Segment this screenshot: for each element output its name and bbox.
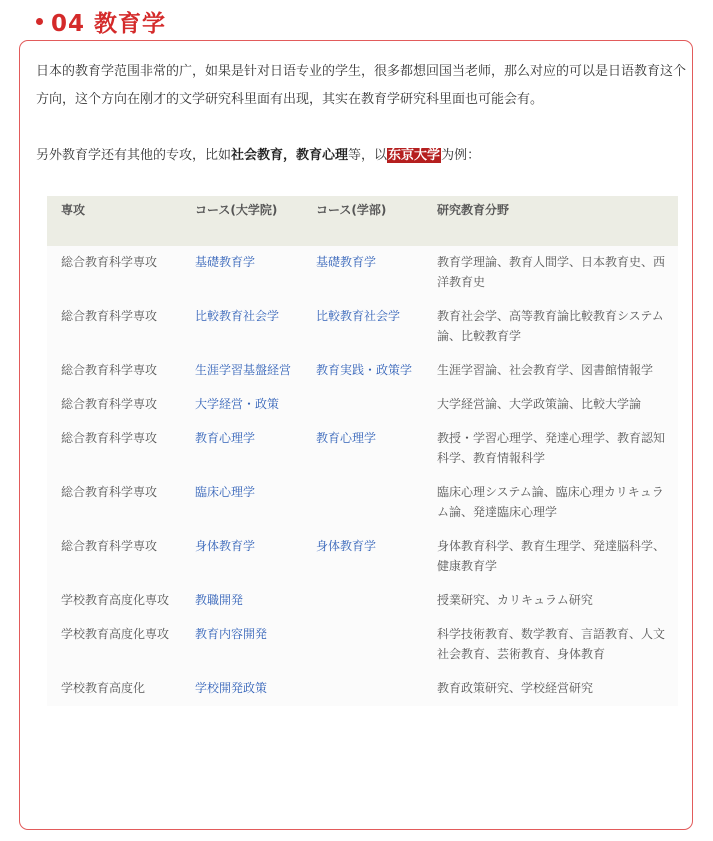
cell-grad-course-link[interactable]: 教育内容開発 xyxy=(195,627,268,641)
cell-grad-course-link[interactable]: 基礎教育学 xyxy=(195,255,256,269)
cell-field: 臨床心理システム論、臨床心理カリキュラム論、発達臨床心理学 xyxy=(437,485,664,519)
table-row xyxy=(47,584,678,618)
p2-bold-text: 社会教育，教育心理 xyxy=(231,148,349,163)
cell-undergrad-course-link[interactable]: 比較教育社会学 xyxy=(316,309,401,323)
intro-paragraph-1: 日本的教育学范围非常的广，如果是针对日语专业的学生，很多都想回国当老师，那么对应的可以是日语教育这个方向，这个方向在刚才的文学研究科里面有出现，其实在教育学研究科里面也可能会有。 xyxy=(36,64,687,107)
table-header-row xyxy=(47,196,678,246)
cell-grad-course-link[interactable]: 生涯学習基盤経営 xyxy=(195,363,292,377)
p2-text-after: 为例： xyxy=(441,148,481,163)
cell-grad-course-link[interactable]: 臨床心理学 xyxy=(195,485,256,499)
cell-grad-course-link[interactable]: 教職開発 xyxy=(195,593,244,607)
cell-major: 総合教育科学専攻 xyxy=(61,397,158,411)
education-courses-table xyxy=(47,196,678,706)
intro-paragraph-2 xyxy=(36,142,686,170)
cell-field: 大学経営論、大学政策論、比較大学論 xyxy=(437,397,642,411)
cell-major: 学校教育高度化専攻 xyxy=(61,627,170,641)
header-field: 研究教育分野 xyxy=(437,203,510,217)
cell-field: 科学技術教育、数学教育、言語教育、人文社会教育、芸術教育、身体教育 xyxy=(437,627,666,661)
cell-undergrad-course-link xyxy=(302,618,423,672)
cell-field: 教育社会学、高等教育論比較教育システム論、比較教育学 xyxy=(437,309,664,343)
p2-text-middle: 等，以 xyxy=(348,148,388,163)
cell-major: 総合教育科学専攻 xyxy=(61,485,158,499)
cell-grad-course-link[interactable]: 大学経営・政策 xyxy=(195,397,280,411)
cell-field: 生涯学習論、社会教育学、図書館情報学 xyxy=(437,363,654,377)
table-row xyxy=(47,388,678,422)
table-row xyxy=(47,530,678,584)
bullet-dot-icon xyxy=(36,18,43,25)
cell-major: 総合教育科学専攻 xyxy=(61,363,158,377)
cell-field: 授業研究、カリキュラム研究 xyxy=(437,593,593,607)
header-course-grad: コース(大学院) xyxy=(195,203,278,217)
table-row xyxy=(47,246,678,300)
cell-grad-course-link[interactable]: 比較教育社会学 xyxy=(195,309,280,323)
table-row xyxy=(47,300,678,354)
cell-undergrad-course-link xyxy=(302,476,423,530)
table-row xyxy=(47,672,678,706)
cell-grad-course-link[interactable]: 学校開発政策 xyxy=(195,681,268,695)
table-row xyxy=(47,422,678,476)
cell-major: 総合教育科学専攻 xyxy=(61,431,158,445)
cell-major: 総合教育科学専攻 xyxy=(61,309,158,323)
cell-major: 学校教育高度化 xyxy=(61,681,146,695)
university-highlight: 东京大学 xyxy=(388,148,441,163)
table-row xyxy=(47,354,678,388)
p2-text-before: 另外教育学还有其他的专攻，比如 xyxy=(36,148,232,163)
table-row xyxy=(47,476,678,530)
cell-field: 教授・学習心理学、発達心理学、教育認知科学、教育情報科学 xyxy=(437,431,666,465)
cell-major: 総合教育科学専攻 xyxy=(61,255,158,269)
cell-major: 総合教育科学専攻 xyxy=(61,539,158,553)
table-row xyxy=(47,618,678,672)
cell-undergrad-course-link[interactable]: 基礎教育学 xyxy=(316,255,377,269)
cell-undergrad-course-link[interactable]: 教育実践・政策学 xyxy=(316,363,413,377)
cell-undergrad-course-link xyxy=(302,672,423,706)
cell-undergrad-course-link[interactable]: 身体教育学 xyxy=(316,539,377,553)
section-title-text: 教育学 xyxy=(94,10,167,37)
cell-field: 身体教育科学、教育生理学、発達脳科学、健康教育学 xyxy=(437,539,666,573)
cell-grad-course-link[interactable]: 教育心理学 xyxy=(195,431,256,445)
header-course-undergrad: コース(学部) xyxy=(316,203,387,217)
cell-undergrad-course-link[interactable]: 教育心理学 xyxy=(316,431,377,445)
cell-grad-course-link[interactable]: 身体教育学 xyxy=(195,539,256,553)
cell-major: 学校教育高度化専攻 xyxy=(61,593,170,607)
cell-undergrad-course-link xyxy=(302,584,423,618)
cell-undergrad-course-link xyxy=(302,388,423,422)
section-heading xyxy=(36,4,166,38)
section-title xyxy=(51,5,166,38)
header-major: 専攻 xyxy=(61,203,86,217)
cell-field: 教育学理論、教育人間学、日本教育史、西洋教育史 xyxy=(437,255,666,289)
cell-field: 教育政策研究、学校経営研究 xyxy=(437,681,594,695)
section-number: 04 xyxy=(51,10,86,37)
